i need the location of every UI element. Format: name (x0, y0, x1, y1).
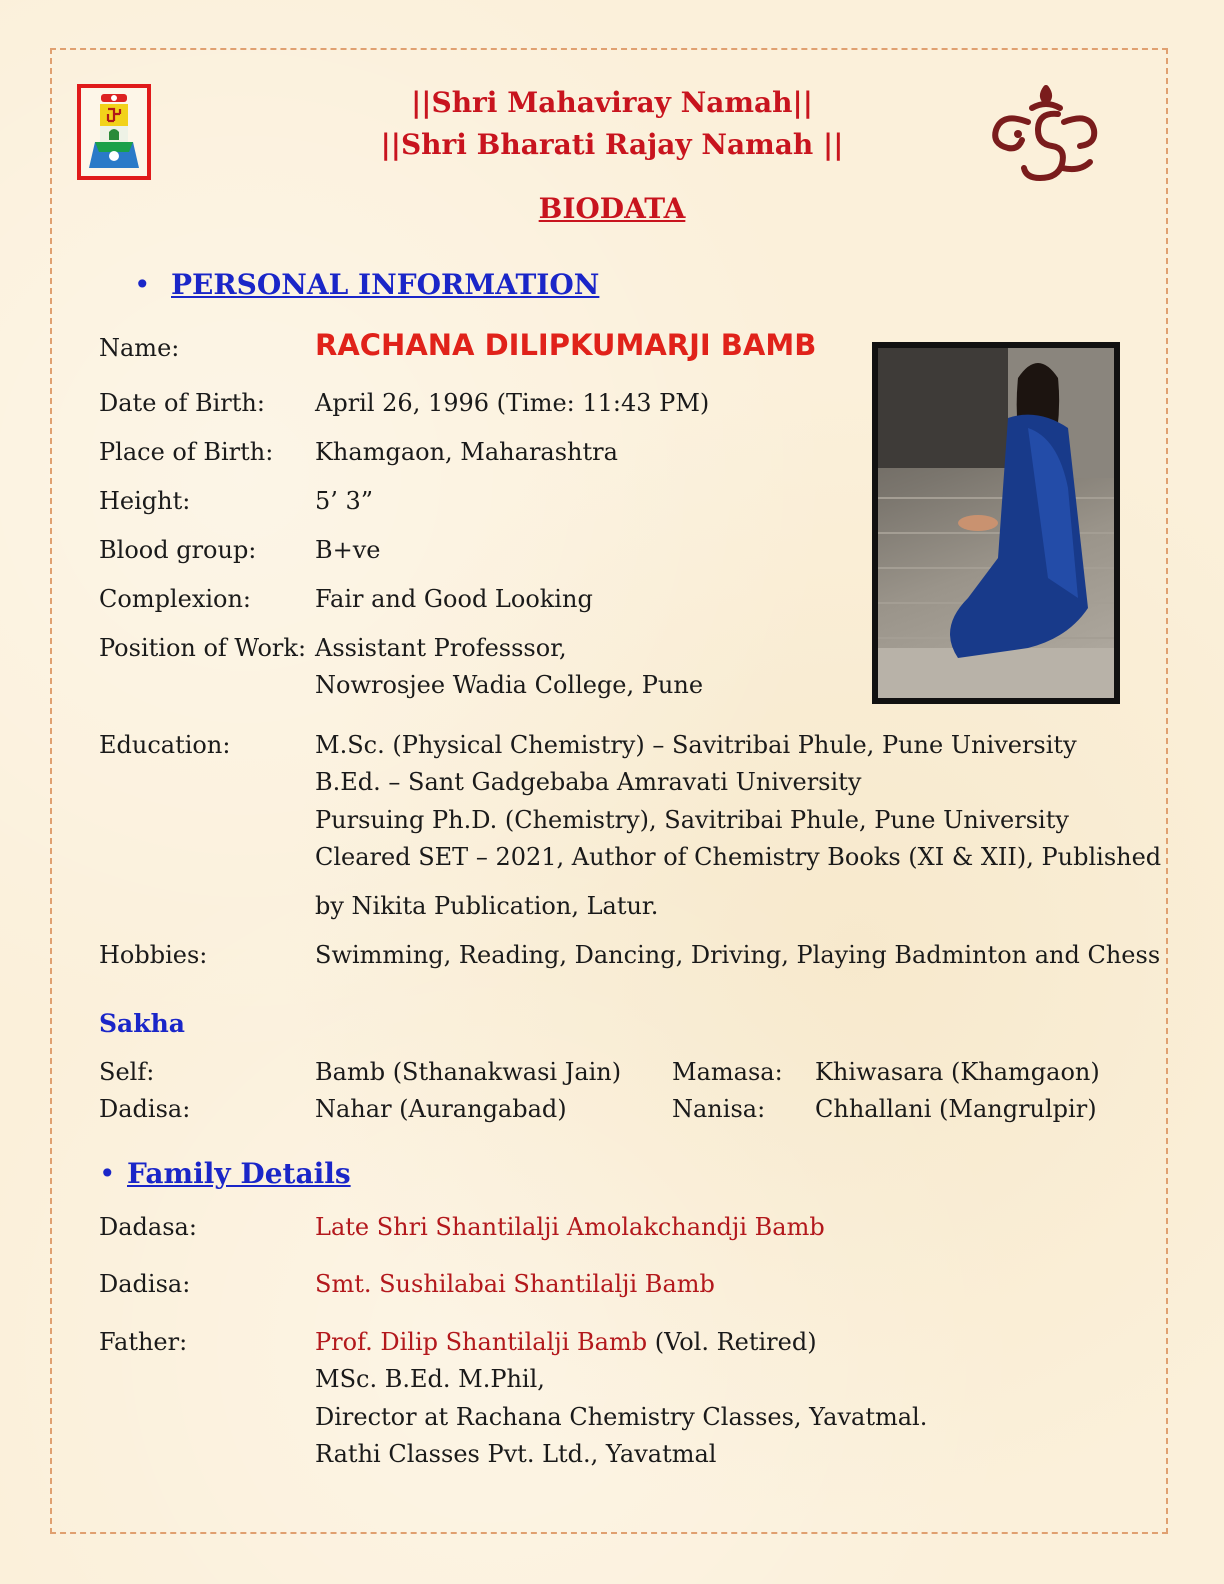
pob-value: Khamgaon, Maharashtra (315, 438, 618, 466)
education-line: Pursuing Ph.D. (Chemistry), Savitribai Phule, Pune University (315, 806, 1069, 834)
dob-label: Date of Birth: (99, 389, 265, 417)
work-line-1: Assistant Professsor, (315, 634, 567, 662)
page-title: BIODATA (538, 192, 686, 225)
name-value: RACHANA DILIPKUMARJI BAMB (315, 328, 817, 362)
hobbies-value: Swimming, Reading, Dancing, Driving, Playing Badminton and Chess (315, 941, 1161, 969)
pob-label: Place of Birth: (99, 438, 274, 466)
hobbies-label: Hobbies: (99, 941, 208, 969)
education-line: B.Ed. – Sant Gadgebaba Amravati University (315, 768, 862, 796)
family-dadasa-value: Late Shri Shantilalji Amolakchandji Bamb (315, 1213, 825, 1241)
invocation-line-2: ||Shri Bharati Rajay Namah || (380, 128, 844, 161)
blood-group-value: B+ve (315, 536, 381, 564)
family-father-value (315, 1328, 817, 1356)
bullet-icon: • (99, 1157, 116, 1190)
bullet-icon: • (134, 268, 151, 301)
work-label: Position of Work: (99, 634, 307, 662)
dob-value: April 26, 1996 (Time: 11:43 PM) (315, 389, 710, 417)
education-line: Cleared SET – 2021, Author of Chemistry Books (XI & XII), Published (315, 843, 1162, 871)
sakha-nanisa-value: Chhallani (Mangrulpir) (815, 1095, 1097, 1123)
family-dadisa-value: Smt. Sushilabai Shantilalji Bamb (315, 1270, 715, 1298)
complexion-label: Complexion: (99, 585, 252, 613)
sakha-self-value: Bamb (Sthanakwasi Jain) (315, 1058, 622, 1086)
sakha-heading: Sakha (99, 1009, 185, 1038)
work-line-2: Nowrosjee Wadia College, Pune (315, 671, 704, 699)
profile-photo (872, 342, 1120, 704)
sakha-nanisa-label: Nanisa: (672, 1095, 766, 1123)
father-detail-line: MSc. B.Ed. M.Phil, (315, 1365, 545, 1393)
height-value: 5’ 3” (315, 487, 374, 515)
sakha-mamasa-value: Khiwasara (Khamgaon) (815, 1058, 1100, 1086)
family-details-heading: Family Details (127, 1157, 351, 1190)
education-line: by Nikita Publication, Latur. (315, 892, 659, 920)
height-label: Height: (99, 487, 191, 515)
sakha-dadisa-label: Dadisa: (99, 1095, 191, 1123)
complexion-value: Fair and Good Looking (315, 585, 593, 613)
father-note: (Vol. Retired) (647, 1328, 817, 1356)
family-dadasa-label: Dadasa: (99, 1213, 197, 1241)
name-label: Name: (99, 334, 180, 362)
father-detail-line: Rathi Classes Pvt. Ltd., Yavatmal (315, 1440, 717, 1468)
family-father-label: Father: (99, 1328, 188, 1356)
father-detail-line: Director at Rachana Chemistry Classes, Yavatmal. (315, 1403, 928, 1431)
invocation-line-1: ||Shri Mahaviray Namah|| (411, 86, 813, 119)
sakha-self-label: Self: (99, 1058, 155, 1086)
blood-group-label: Blood group: (99, 536, 257, 564)
education-line: M.Sc. (Physical Chemistry) – Savitribai Phule, Pune University (315, 731, 1077, 759)
sakha-dadisa-value: Nahar (Aurangabad) (315, 1095, 567, 1123)
personal-info-heading: PERSONAL INFORMATION (171, 268, 600, 301)
sakha-mamasa-label: Mamasa: (672, 1058, 783, 1086)
education-label: Education: (99, 731, 231, 759)
father-name: Prof. Dilip Shantilalji Bamb (315, 1328, 648, 1356)
family-dadisa-label: Dadisa: (99, 1270, 191, 1298)
